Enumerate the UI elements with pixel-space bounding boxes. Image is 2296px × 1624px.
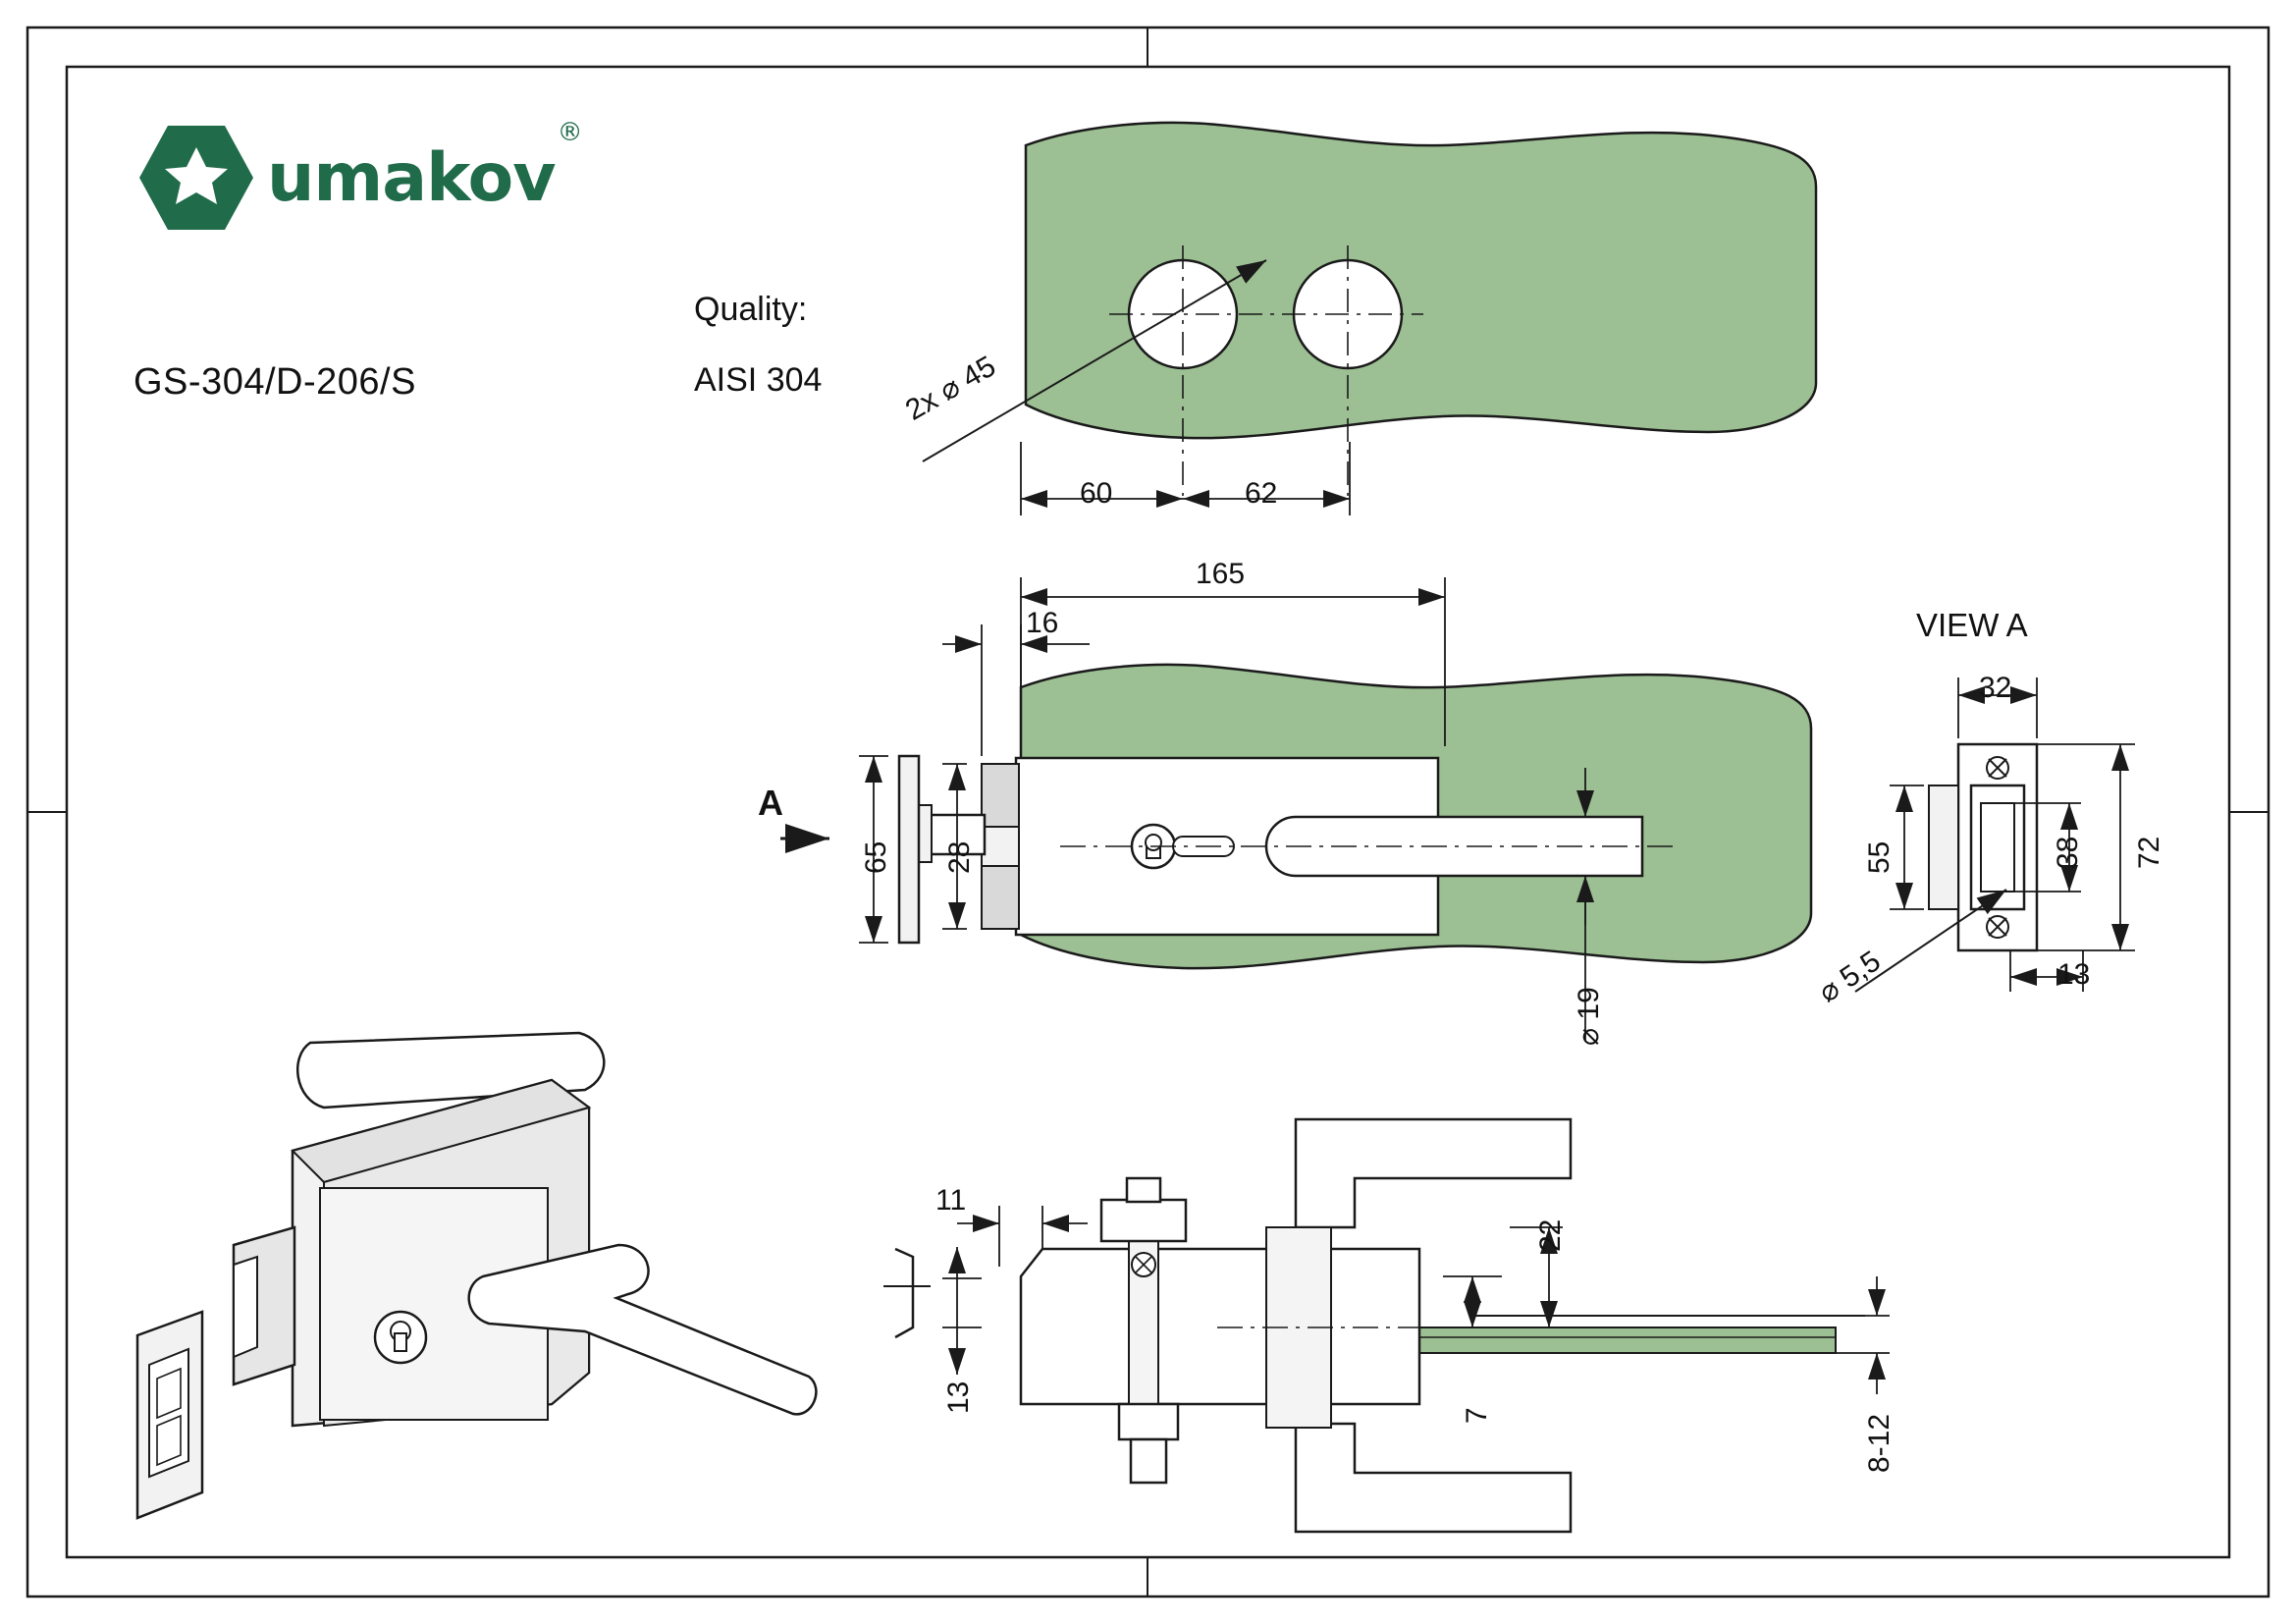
quality-label: Quality: [694, 291, 808, 328]
dim-holes-callout: 2x ⌀ 45 [900, 350, 1001, 427]
section-arrow-label: A [758, 783, 783, 823]
view-a-title: VIEW A [1916, 607, 2028, 643]
view-a [1855, 677, 2135, 992]
brand-logo [139, 117, 583, 230]
dim-view-a-depth: 13 [2057, 958, 2091, 991]
dim-side-offset-11: 11 [935, 1184, 967, 1217]
dim-plate-offset: 16 [1026, 607, 1059, 639]
dim-view-a-width: 32 [1979, 672, 2012, 704]
glass-panel-top-view [923, 123, 1816, 515]
dim-side-offset-7: 7 [1461, 1407, 1493, 1424]
dim-hole-spacing-left: 60 [1080, 477, 1113, 510]
dim-hole-spacing-right: 62 [1245, 477, 1278, 510]
dim-view-a-height-inner: 38 [2052, 836, 2084, 869]
umakov-hex-icon [139, 126, 253, 230]
brand-wordmark: umakov [267, 138, 556, 217]
dim-plate-length: 165 [1196, 558, 1246, 590]
dim-latch-height: 28 [943, 840, 976, 874]
dim-view-a-height-total: 72 [2133, 836, 2165, 869]
front-view [780, 577, 1811, 1041]
dim-glass-thickness: 8-12 [1863, 1413, 1896, 1473]
perspective-view [137, 1033, 816, 1518]
dim-side-offset-13: 13 [942, 1380, 975, 1414]
part-number-label: GS-304/D-206/S [133, 361, 416, 403]
dim-view-a-height-outer: 55 [1863, 840, 1896, 874]
dim-spindle-diameter: ⌀ 19 [1573, 987, 1605, 1046]
dim-plate-height: 65 [860, 840, 892, 874]
registered-mark: ® [557, 117, 583, 147]
quality-value: AISI 304 [694, 361, 823, 399]
dim-side-offset-22: 22 [1534, 1218, 1567, 1252]
dim-view-a-screw-diameter: ⌀ 5,5 [1812, 945, 1887, 1009]
side-section-view [883, 1119, 1890, 1532]
